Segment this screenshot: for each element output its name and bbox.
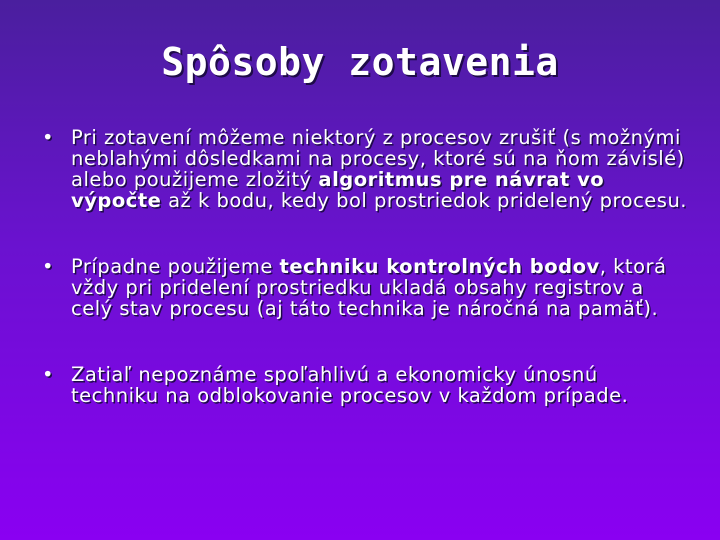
bullet-marker: • [42, 126, 55, 149]
bullet-item [0, 127, 720, 211]
bullet-text: Pri zotavení môžeme niektorý z procesov zrušiť (s možnými neblahými dôsledkami na procesy, ktoré sú na ňom závislé) alebo použijeme zložitý [71, 126, 685, 191]
bullet-text: Prípadne použijeme [71, 255, 280, 278]
bullet-text: až k bodu, kedy bol prostriedok pridelený procesu. [161, 189, 688, 212]
bullet-bold-text: techniku kontrolných bodov [279, 255, 600, 278]
bullet-text: , ktorá vždy pri pridelení prostriedku ukladá obsahy registrov a celý stav procesu (aj táto technika je náročná na pamäť). [71, 255, 667, 320]
bullet-bold-text: algoritmus pre návrat vo výpočte [71, 168, 605, 212]
bullet-list [0, 127, 720, 406]
slide-title: Spôsoby zotavenia [161, 40, 559, 84]
bullet-text: Zatiaľ nepoznáme spoľahlivú a ekonomicky únosnú techniku na odblokovanie procesov v každom prípade. [71, 363, 629, 407]
bullet-marker: • [42, 363, 55, 386]
bullet-marker: • [42, 255, 55, 278]
bullet-item [0, 364, 720, 406]
bullet-item [0, 256, 720, 319]
